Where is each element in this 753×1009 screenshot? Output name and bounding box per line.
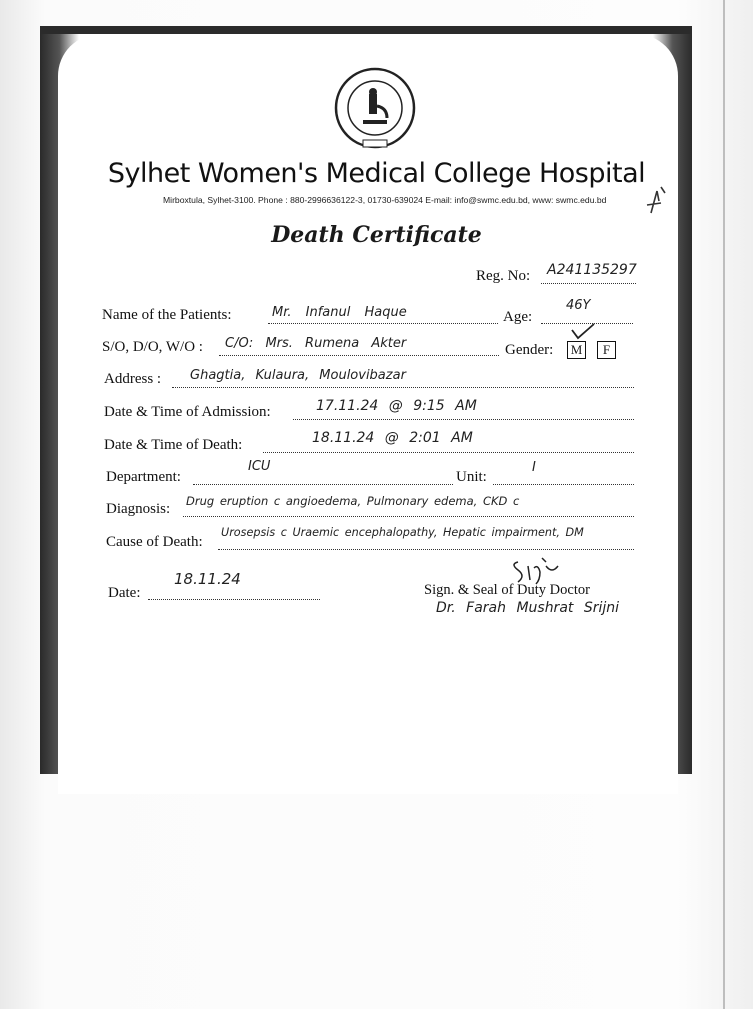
gender-option-m[interactable]: M [567,341,586,359]
address-line [172,386,634,388]
hospital-name: Sylhet Women's Medical College Hospital [107,158,646,189]
unit-label: Unit: [456,469,487,485]
date-line [148,598,320,600]
patient-name-label: Name of the Patients: [102,307,232,323]
death-time-value: 18.11.24 @ 2:01 AM [312,430,473,446]
cause-of-death-label: Cause of Death: [106,534,203,550]
diagnosis-value: Drug eruption c angioedema, Pulmonary edema, CKD c [186,494,520,508]
checkmark-icon [570,322,596,340]
unit-line [493,483,634,485]
gender-option-f[interactable]: F [597,341,616,359]
reg-no-value: A241135297 [547,262,637,278]
department-value: ICU [248,459,271,474]
gender-label: Gender: [505,342,554,358]
patient-name-line [268,322,498,324]
sign-seal-label: Sign. & Seal of Duty Doctor [424,582,590,598]
department-line [193,483,453,485]
page-edge [723,0,725,1009]
handwritten-margin-mark [643,183,671,217]
death-time-line [263,451,634,453]
patient-name-value: Mr. Infanul Haque [272,305,407,320]
address-label: Address : [104,371,162,387]
hospital-address: Mirboxtula, Sylhet-3100. Phone : 880-2996636122-3, 01730-639024 E-mail: info@swmc.edu.bd, www: swmc.edu.bd [163,195,607,205]
relation-value: C/O: Mrs. Rumena Akter [225,336,407,351]
reg-no-line [541,282,636,284]
age-label: Age: [503,309,533,325]
hospital-seal-logo [333,66,417,150]
diagnosis-line [183,515,634,517]
address-value: Ghagtia, Kulaura, Moulovibazar [190,368,406,383]
diagnosis-label: Diagnosis: [106,501,171,517]
reg-no-label: Reg. No: [476,268,531,284]
cause-of-death-line [218,548,634,550]
cause-of-death-value: Urosepsis c Uraemic encephalopathy, Hepatic impairment, DM [221,526,584,539]
unit-value: I [532,460,536,475]
date-label: Date: [108,585,141,601]
admission-label: Date & Time of Admission: [104,404,271,420]
relation-line [219,354,499,356]
doctor-name: Dr. Farah Mushrat Srijni [436,600,620,616]
age-value: 46Y [566,298,591,313]
death-time-label: Date & Time of Death: [104,437,243,453]
relation-label: S/O, D/O, W/O : [102,339,203,355]
admission-line [293,418,634,420]
admission-value: 17.11.24 @ 9:15 AM [316,398,477,414]
document-title: Death Certificate [271,222,482,248]
department-label: Department: [106,469,181,485]
date-value: 18.11.24 [174,570,241,588]
